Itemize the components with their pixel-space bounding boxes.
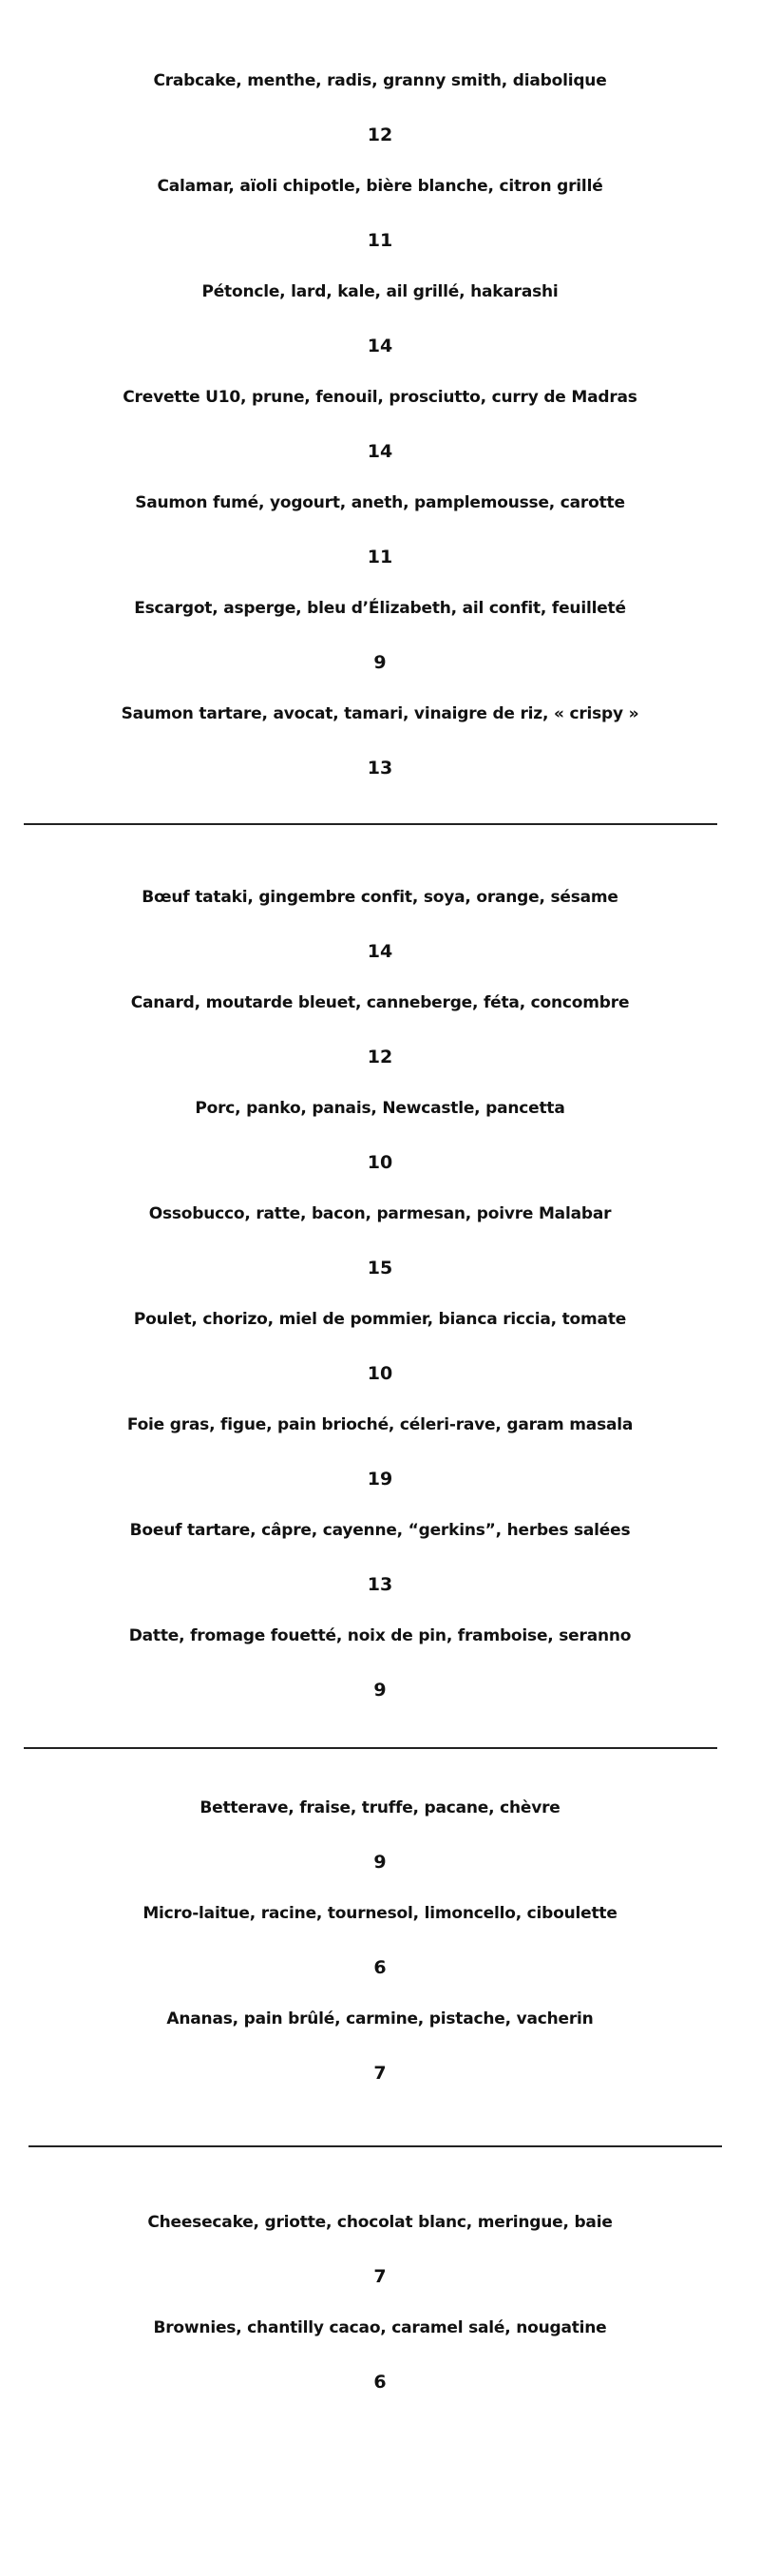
menu-item-name: Poulet, chorizo, miel de pommier, bianca riccia, tomate bbox=[133, 1310, 627, 1329]
menu-item-price: 7 bbox=[373, 2266, 387, 2287]
menu-item-name: Brownies, chantilly cacao, caramel salé, nougatine bbox=[153, 2318, 607, 2337]
menu-item-name: Canard, moutarde bleuet, canneberge, féta, concombre bbox=[130, 993, 630, 1012]
menu-item-name: Crevette U10, prune, fenouil, prosciutto, curry de Madras bbox=[123, 388, 637, 407]
menu-item-name: Pétoncle, lard, kale, ail grillé, hakarashi bbox=[201, 282, 559, 301]
menu-item bbox=[0, 1309, 760, 1385]
menu-item bbox=[0, 70, 760, 146]
menu-item-price: 19 bbox=[367, 1469, 393, 1490]
menu-item-price: 7 bbox=[373, 2063, 387, 2084]
menu-item-price: 11 bbox=[367, 230, 393, 251]
menu-item-price: 9 bbox=[373, 1680, 387, 1701]
menu-item-price: 15 bbox=[367, 1258, 393, 1278]
menu-item-price: 14 bbox=[367, 336, 393, 356]
menu-item-price: 11 bbox=[367, 547, 393, 567]
menu-item-price: 13 bbox=[367, 1574, 393, 1595]
menu-item bbox=[0, 992, 760, 1068]
menu-item-name: Escargot, asperge, bleu d’Élizabeth, ail confit, feuilleté bbox=[134, 599, 626, 618]
menu-item-name: Ossobucco, ratte, bacon, parmesan, poivre Malabar bbox=[148, 1204, 612, 1223]
menu-item-price: 6 bbox=[373, 1957, 387, 1978]
menu-item-price: 10 bbox=[367, 1363, 393, 1384]
menu-item bbox=[0, 2009, 760, 2085]
menu-item-name: Saumon fumé, yogourt, aneth, pamplemousse, carotte bbox=[135, 493, 625, 512]
menu-item-name: Porc, panko, panais, Newcastle, pancetta bbox=[195, 1099, 565, 1118]
menu-item bbox=[0, 492, 760, 568]
menu-item-name: Ananas, pain brûlé, carmine, pistache, vacherin bbox=[166, 2009, 594, 2028]
menu-item bbox=[0, 1414, 760, 1490]
menu-item-price: 14 bbox=[367, 441, 393, 462]
section-divider bbox=[28, 2145, 722, 2147]
menu-item-name: Datte, fromage fouetté, noix de pin, framboise, seranno bbox=[128, 1626, 632, 1645]
menu-item-name: Calamar, aïoli chipotle, bière blanche, citron grillé bbox=[157, 177, 603, 196]
menu-item-name: Crabcake, menthe, radis, granny smith, diabolique bbox=[153, 71, 607, 90]
menu-item bbox=[0, 1797, 760, 1874]
menu-item-name: Micro-laitue, racine, tournesol, limoncello, ciboulette bbox=[142, 1904, 618, 1923]
menu-item-name: Boeuf tartare, câpre, cayenne, “gerkins”, herbes salées bbox=[129, 1521, 631, 1540]
menu-item-name: Cheesecake, griotte, chocolat blanc, meringue, baie bbox=[147, 2213, 613, 2232]
menu-item bbox=[0, 1098, 760, 1174]
menu-item-price: 9 bbox=[373, 1852, 387, 1873]
menu-item-price: 10 bbox=[367, 1152, 393, 1173]
menu-item-price: 6 bbox=[373, 2372, 387, 2393]
menu-item bbox=[0, 2317, 760, 2393]
menu-item bbox=[0, 1625, 760, 1701]
section-divider bbox=[24, 1747, 717, 1749]
section-divider bbox=[24, 823, 717, 825]
menu-item bbox=[0, 1203, 760, 1279]
menu-item-name: Betterave, fraise, truffe, pacane, chèvre bbox=[200, 1798, 560, 1817]
menu-item-price: 14 bbox=[367, 941, 393, 962]
menu-item bbox=[0, 1903, 760, 1979]
menu-item-name: Saumon tartare, avocat, tamari, vinaigre de riz, « crispy » bbox=[121, 704, 639, 723]
menu-item-price: 13 bbox=[367, 758, 393, 779]
menu-item-name: Bœuf tataki, gingembre confit, soya, orange, sésame bbox=[142, 888, 618, 907]
menu-item bbox=[0, 281, 760, 357]
menu-item bbox=[0, 2212, 760, 2288]
menu-item bbox=[0, 598, 760, 674]
menu-item-name: Foie gras, figue, pain brioché, céleri-rave, garam masala bbox=[126, 1415, 634, 1434]
menu-item bbox=[0, 387, 760, 463]
menu-item-price: 12 bbox=[367, 125, 393, 145]
menu-item bbox=[0, 1520, 760, 1596]
menu-item-price: 9 bbox=[373, 652, 387, 673]
menu-item bbox=[0, 703, 760, 779]
menu-item bbox=[0, 176, 760, 252]
menu-item bbox=[0, 887, 760, 963]
menu-item-price: 12 bbox=[367, 1047, 393, 1067]
